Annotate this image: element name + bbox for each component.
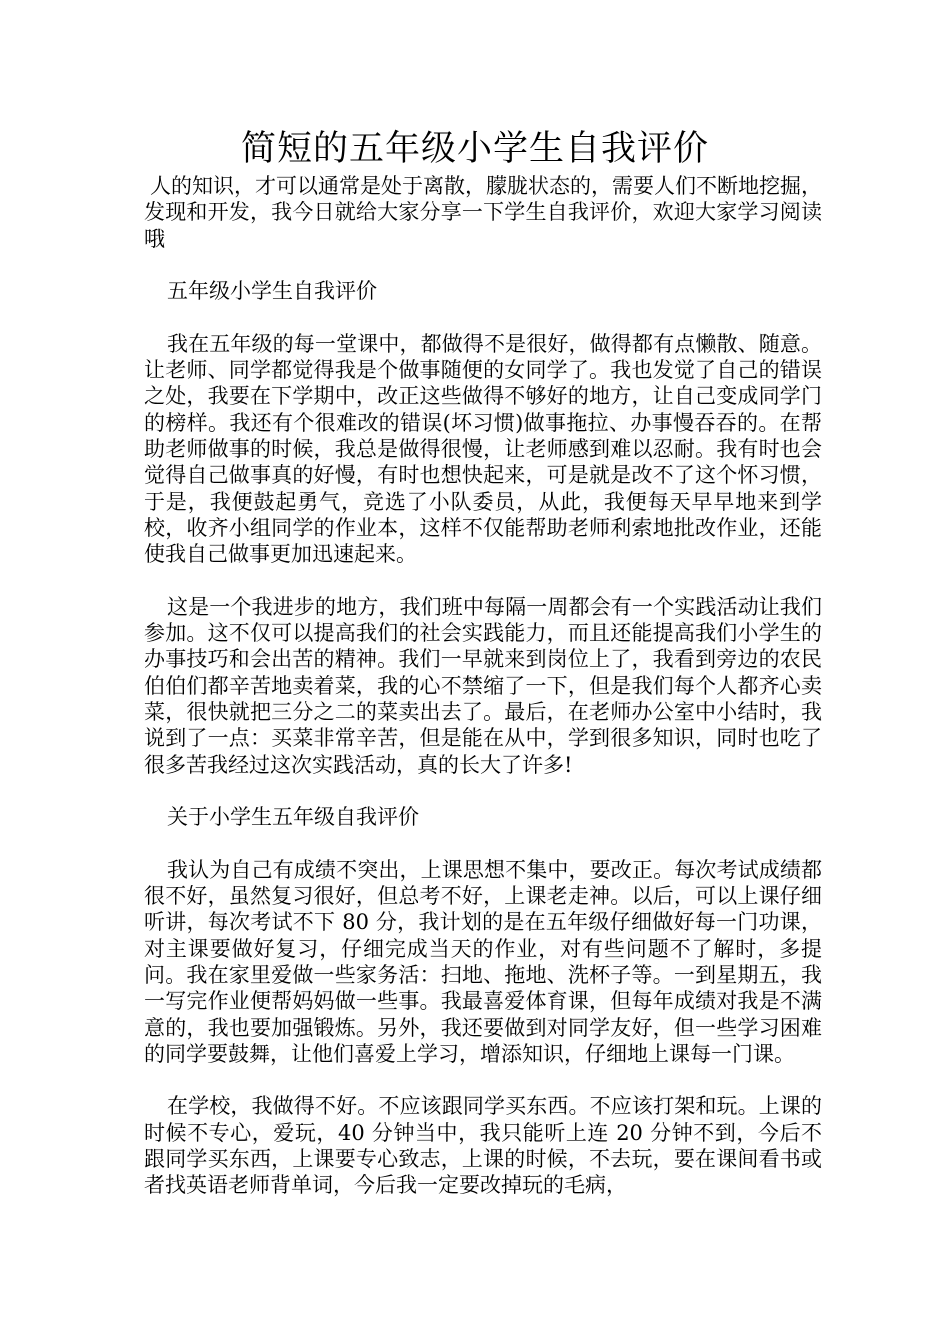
intro-paragraph: 人的知识，才可以通常是处于离散，朦胧状态的，需要人们不断地挖掘，发现和开发，我今日就给大家分享一下学生自我评价，欢迎大家学习阅读哦 — [144, 174, 822, 251]
body-paragraph-3: 我认为自己有成绩不突出，上课思想不集中，要改正。每次考试成绩都很不好，虽然复习很好，但总考不好，上课老走神。以后，可以上课仔细听讲，每次考试不下 80 分，我计划的是在五年级仔细做好每一门功课，对主课要做好复习，仔细完成当天的作业，对有些问题不了解时，多提问。我在家里爱做一些家务活：扫地、拖地、洗杯子等。一到星期五，我一写完作业便帮妈妈做一些事。我最喜爱体育课，但每年成绩对我是不满意的，我也要加强锻炼。另外，我还要做到对同学友好，但一些学习困难的同学要鼓舞，让他们喜爱上学习，增添知识，仔细地上课每一门课。 — [144, 857, 822, 1066]
section-heading-2: 关于小学生五年级自我评价 — [167, 805, 419, 830]
body-paragraph-1: 我在五年级的每一堂课中，都做得不是很好，做得都有点懒散、随意。让老师、同学都觉得我是个做事随便的女同学了。我也发觉了自己的错误之处，我要在下学期中，改正这些做得不够好的地方，让自己变成同学门的榜样。我还有个很难改的错误(坏习惯)做事拖拉、办事慢吞吞的。在帮助老师做事的时候，我总是做得很慢，让老师感到难以忍耐。我有时也会觉得自己做事真的好慢，有时也想快起来，可是就是改不了这个怀习惯，于是，我便鼓起勇气，竞选了小队委员，从此，我便每天早早地来到学校，收齐小组同学的作业本，这样不仅能帮助老师利索地批改作业，还能使我自己做事更加迅速起来。 — [144, 331, 822, 567]
document-body — [144, 173, 822, 1199]
body-paragraph-4: 在学校，我做得不好。不应该跟同学买东西。不应该打架和玩。上课的时候不专心，爱玩，40 分钟当中，我只能听上连 20 分钟不到，今后不跟同学买东西，上课要专心致志，上课的时候，不去玩，要在课间看书或者找英语老师背单词，今后我一定要改掉玩的毛病， — [144, 1094, 822, 1198]
section-heading-1: 五年级小学生自我评价 — [167, 279, 377, 304]
document-title: 简短的五年级小学生自我评价 — [240, 129, 709, 169]
body-paragraph-2: 这是一个我进步的地方，我们班中每隔一周都会有一个实践活动让我们参加。这不仅可以提高我们的社会实践能力，而且还能提高我们小学生的办事技巧和会出苦的精神。我们一早就来到岗位上了，我看到旁边的农民伯伯们都辛苦地卖着菜，我的心不禁缩了一下，但是我们每个人都齐心卖菜，很快就把三分之二的菜卖出去了。最后，在老师办公室中小结时，我说到了一点：买菜非常辛苦，但是能在从中，学到很多知识，同时也吃了很多苦我经过这次实践活动，真的长大了许多! — [144, 594, 822, 777]
